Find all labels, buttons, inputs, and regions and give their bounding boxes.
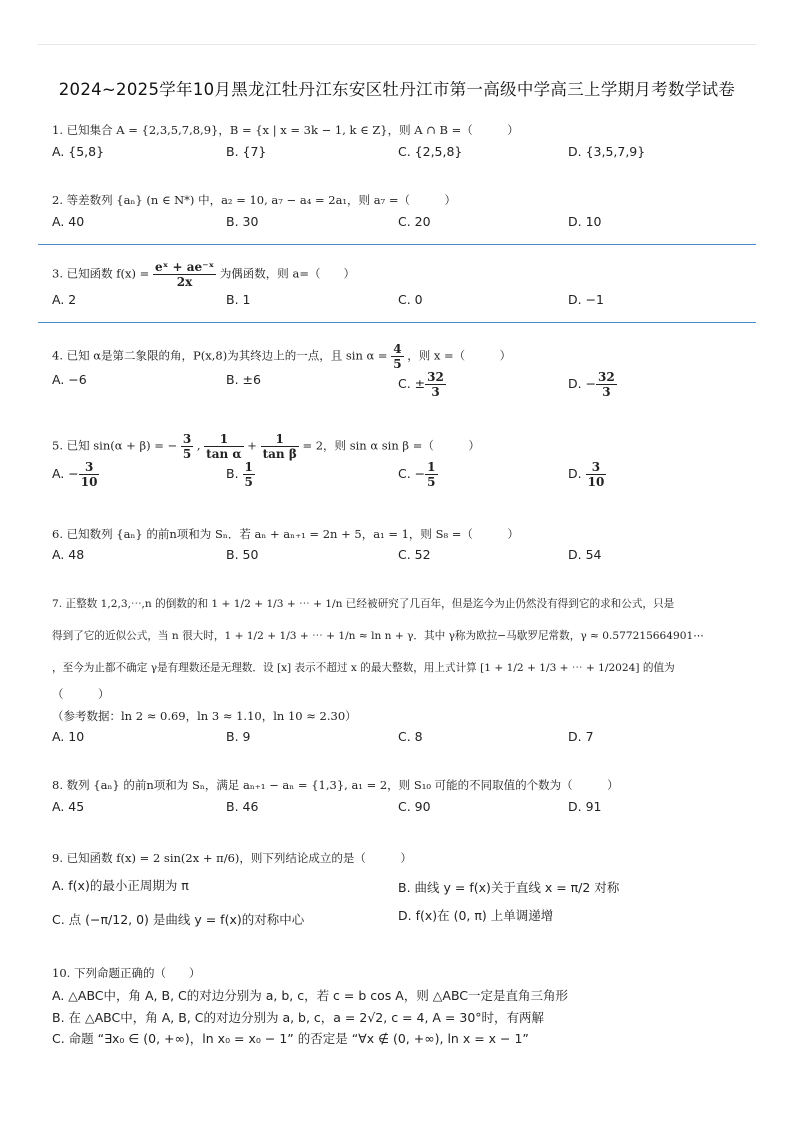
- q5-fraction-1-num: 3: [182, 432, 192, 446]
- q6-option-d[interactable]: D. 54: [568, 547, 602, 562]
- q3-fraction-den: 2x: [176, 275, 193, 289]
- q3-option-c[interactable]: C. 0: [398, 292, 423, 307]
- q4-option-b[interactable]: B. ±6: [226, 372, 261, 387]
- q2-option-a[interactable]: A. 40: [52, 214, 85, 229]
- q4-fraction-num: 4: [393, 342, 402, 356]
- q7-option-c[interactable]: C. 8: [398, 729, 423, 744]
- q4-option-c-num: 32: [427, 370, 444, 384]
- q4-stem-pre: 4. 已知 α是第二象限的角，P(x,8)为其终边上的一点，且 sin α =: [52, 348, 388, 363]
- q8-option-c[interactable]: C. 90: [398, 799, 431, 814]
- q4-option-c[interactable]: [398, 370, 446, 399]
- q5-option-c-fraction: [425, 460, 437, 489]
- q5-fraction-3: [261, 432, 299, 461]
- q5-option-b-pre: B.: [226, 466, 239, 481]
- q7-option-d[interactable]: D. 7: [568, 729, 594, 744]
- q10-option-c[interactable]: C. 命题 “∃x₀ ∈ (0, +∞)，ln x₀ = x₀ − 1” 的否定是 “∀x ∉ (0, +∞), ln x = x − 1”: [52, 1031, 529, 1046]
- q4-option-d-pre: D. −: [568, 376, 597, 391]
- q3-stem: [52, 260, 355, 289]
- q9-option-d[interactable]: D. f(x)在 (0, π) 上单调递增: [398, 908, 554, 923]
- q5-stem: [52, 432, 480, 461]
- q4-fraction-den: 5: [393, 357, 402, 371]
- q3-stem-post: 为偶函数，则 a=（ ）: [219, 266, 355, 281]
- q2-stem: 2. 等差数列 {aₙ} (n ∈ N*) 中，a₂ = 10, a₇ − a₄ = 2a₁，则 a₇ =（ ）: [52, 193, 456, 207]
- q4-option-d-fraction: [596, 370, 617, 399]
- top-rule: [38, 44, 756, 45]
- q5-comma: ,: [196, 438, 201, 453]
- q7-option-a[interactable]: A. 10: [52, 729, 85, 744]
- q4-option-d[interactable]: [568, 370, 617, 399]
- q10-option-b[interactable]: B. 在 △ABC中，角 A, B, C的对边分别为 a, b, c，a = 2√2, c = 4, A = 30°时，有两解: [52, 1010, 545, 1025]
- q5-option-c-den: 5: [427, 475, 436, 489]
- q5-plus: +: [247, 438, 257, 453]
- q1-option-b[interactable]: B. {7}: [226, 144, 267, 159]
- q3-fraction-num: eˣ + ae⁻ˣ: [154, 260, 215, 274]
- q8-option-a[interactable]: A. 45: [52, 799, 85, 814]
- q5-stem-pre: 5. 已知 sin(α + β) = −: [52, 438, 178, 453]
- q4-stem: [52, 342, 511, 371]
- q5-options: [52, 460, 752, 500]
- q5-option-c[interactable]: [398, 460, 438, 489]
- q5-fraction-3-den: tan β: [262, 447, 297, 461]
- q2-option-c[interactable]: C. 20: [398, 214, 431, 229]
- q4-option-c-pre: C. ±: [398, 376, 426, 391]
- q5-option-a-num: 3: [79, 460, 100, 475]
- q5-option-b-den: 5: [244, 475, 253, 489]
- q1-option-c[interactable]: C. {2,5,8}: [398, 144, 463, 159]
- q5-option-d-fraction: [586, 460, 607, 489]
- page-title: 2024~2025学年10月黑龙江牡丹江东安区牡丹江市第一高级中学高三上学期月考数学试卷: [58, 80, 736, 99]
- q1-option-d[interactable]: D. {3,5,7,9}: [568, 144, 646, 159]
- q7-options: [52, 729, 752, 753]
- q5-option-a-den: 10: [80, 475, 98, 489]
- q6-option-c[interactable]: C. 52: [398, 547, 431, 562]
- q9-stem: 9. 已知函数 f(x) = 2 sin(2x + π/6)，则下列结论成立的是（ ）: [52, 851, 412, 865]
- q7-line-5: （参考数据：ln 2 ≈ 0.69，ln 3 ≈ 1.10，ln 10 ≈ 2.30）: [52, 709, 357, 723]
- q5-option-d-num: 3: [586, 460, 607, 475]
- q10-stem: 10. 下列命题正确的（ ）: [52, 966, 201, 980]
- q2-options: [52, 214, 752, 238]
- q5-fraction-1-den: 5: [182, 447, 192, 461]
- q4-option-d-den: 3: [602, 385, 611, 399]
- q1-stem: 1. 已知集合 A = {2,3,5,7,8,9}，B = {x | x = 3k − 1, k ∈ Z}，则 A ∩ B =（ ）: [52, 123, 519, 137]
- q8-options: [52, 799, 752, 823]
- q4-options: [52, 370, 752, 410]
- q8-option-b[interactable]: B. 46: [226, 799, 259, 814]
- q2-option-b[interactable]: B. 30: [226, 214, 259, 229]
- q3-fraction: [153, 260, 216, 289]
- q4-option-d-num: 32: [598, 370, 615, 384]
- q5-option-a-pre: A. −: [52, 466, 79, 481]
- q4-fraction: [391, 342, 403, 371]
- q5-option-a-fraction: [79, 460, 100, 489]
- q5-option-b-fraction: [243, 460, 255, 489]
- q5-fraction-1: [181, 432, 193, 461]
- q6-option-b[interactable]: B. 50: [226, 547, 259, 562]
- q7-option-b[interactable]: B. 9: [226, 729, 251, 744]
- q4-option-c-fraction: [425, 370, 446, 399]
- q9-option-a[interactable]: A. f(x)的最小正周期为 π: [52, 878, 189, 893]
- q5-option-a[interactable]: [52, 460, 99, 489]
- q5-stem-post: = 2，则 sin α sin β =（ ）: [302, 438, 480, 453]
- separator-line: [38, 322, 756, 323]
- q5-fraction-2-num: 1: [204, 432, 243, 447]
- q8-option-d[interactable]: D. 91: [568, 799, 602, 814]
- q5-option-d-pre: D.: [568, 466, 582, 481]
- q3-option-b[interactable]: B. 1: [226, 292, 251, 307]
- q1-options: [52, 144, 752, 168]
- q6-stem: 6. 已知数列 {aₙ} 的前n项和为 Sₙ．若 aₙ + aₙ₊₁ = 2n + 5，a₁ = 1，则 S₈ =（ ）: [52, 527, 519, 541]
- q6-option-a[interactable]: A. 48: [52, 547, 85, 562]
- q3-options: [52, 292, 752, 316]
- q9-option-b[interactable]: B. 曲线 y = f(x)关于直线 x = π/2 对称: [398, 880, 620, 895]
- q5-fraction-2: [204, 432, 243, 461]
- q5-option-c-num: 1: [427, 460, 436, 474]
- q4-option-c-den: 3: [431, 385, 440, 399]
- q3-option-a[interactable]: A. 2: [52, 292, 77, 307]
- q4-option-a[interactable]: A. −6: [52, 372, 87, 387]
- q5-fraction-3-num: 1: [261, 432, 299, 447]
- q5-option-d-den: 10: [587, 475, 605, 489]
- q3-option-d[interactable]: D. −1: [568, 292, 604, 307]
- q4-stem-post: ，则 x =（ ）: [407, 348, 512, 363]
- q6-options: [52, 547, 752, 571]
- q2-option-d[interactable]: D. 10: [568, 214, 602, 229]
- q5-fraction-2-den: tan α: [206, 447, 242, 461]
- q8-stem: 8. 数列 {aₙ} 的前n项和为 Sₙ，满足 aₙ₊₁ − aₙ = {1,3}, a₁ = 2，则 S₁₀ 可能的不同取值的个数为（ ）: [52, 778, 619, 792]
- q1-option-a[interactable]: A. {5,8}: [52, 144, 105, 159]
- q7-line-4: （ ）: [52, 687, 110, 701]
- q5-option-c-pre: C. −: [398, 466, 426, 481]
- q5-option-b[interactable]: [226, 460, 255, 489]
- q9-option-c[interactable]: C. 点 (−π/12, 0) 是曲线 y = f(x)的对称中心: [52, 912, 305, 927]
- q5-option-b-num: 1: [244, 460, 253, 474]
- q7-line-3: ，至今为止都不确定 γ是有理数还是无理数．设 [x] 表示不超过 x 的最大整数，用上式计算 [1 + 1/2 + 1/3 + ⋯ + 1/2024] 的值为: [52, 662, 675, 674]
- separator-line: [38, 244, 756, 245]
- q3-stem-pre: 3. 已知函数 f(x) =: [52, 266, 150, 281]
- q5-option-d[interactable]: [568, 460, 606, 489]
- q7-line-2: 得到了它的近似公式，当 n 很大时，1 + 1/2 + 1/3 + ⋯ + 1/n ≈ ln n + γ．其中 γ称为欧拉−马歇罗尼常数，γ ≈ 0.577215664901⋯: [52, 630, 704, 642]
- q10-option-a[interactable]: A. △ABC中，角 A, B, C的对边分别为 a, b, c，若 c = b cos A，则 △ABC一定是直角三角形: [52, 988, 569, 1003]
- q7-line-1: 7. 正整数 1,2,3,⋯,n 的倒数的和 1 + 1/2 + 1/3 + ⋯ + 1/n 已经被研究了几百年，但是迄今为止仍然没有得到它的求和公式，只是: [52, 598, 675, 610]
